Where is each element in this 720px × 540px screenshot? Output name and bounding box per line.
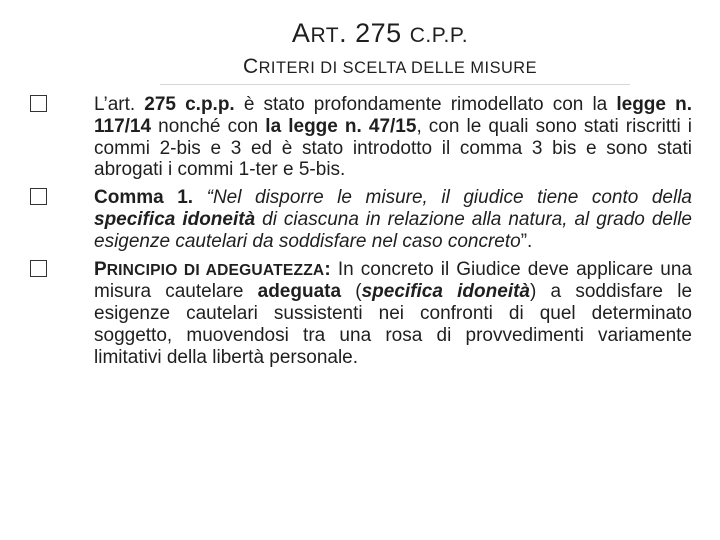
bullet-text-run: è stato profondamente rimodellato con la: [234, 94, 617, 115]
bullet-text-run: specifica idoneità: [94, 208, 256, 230]
bullet-text-run: Comma 1.: [94, 187, 194, 209]
bullet-text-run: adeguata: [257, 281, 342, 303]
title-part: RT: [310, 24, 340, 47]
bullet-paragraph: [30, 187, 692, 252]
title-part: C.P.P.: [409, 24, 469, 47]
title-part: A: [291, 18, 311, 48]
square-bullet-icon: [30, 188, 47, 205]
slide-title-line1: [0, 16, 720, 53]
title-divider: [160, 84, 630, 85]
square-bullet-icon: [30, 95, 47, 112]
bullet-paragraph: [30, 94, 692, 181]
title-part: RITERI DI SCELTA DELLE MISURE: [258, 59, 538, 77]
title-part: C: [242, 55, 259, 78]
slide-body: [30, 94, 692, 375]
bullet-text-run: RINCIPIO DI ADEGUATEZZA: [106, 261, 325, 279]
square-bullet-icon: [30, 260, 47, 277]
bullet-text-run: :: [324, 258, 338, 280]
bullet-text-run: In concreto il Giudice deve applicare una misura cautelare: [94, 258, 693, 303]
bullet-text-run: ) a soddisfare le esigenze cautelari sussistenti nei confronti di quel determinato soggetto, muovendosi tra una rosa di provvedimenti variamente limitativi della libertà personale.: [94, 281, 693, 368]
bullet-text-run: legge n. 117/14: [94, 94, 692, 137]
bullet-text-run: nonché con: [151, 115, 266, 137]
bullet-text-run: (: [341, 281, 362, 303]
bullet-text-run: specifica idoneità: [361, 281, 530, 303]
bullet-text-run: L’art.: [94, 94, 145, 115]
bullet-text-run: P: [94, 258, 107, 280]
slide-title-line2: [0, 52, 720, 83]
bullet-text-run: 275 c.p.p.: [144, 94, 235, 115]
bullet-text-run: , con le quali sono stati riscritti i commi 2-bis e 3 ed è stato introdotto il comma 3 bis e sono stati abrogati i commi 1-ter e 5-bis.: [94, 115, 692, 181]
bullet-text-run: ”.: [520, 230, 533, 252]
bullet-text-run: la legge n. 47/15: [265, 115, 417, 137]
bullet-paragraph: [30, 259, 692, 369]
bullet-text-run: “Nel disporre le misure, il giudice tiene conto della: [193, 187, 692, 209]
title-part: . 275: [339, 18, 410, 48]
bullet-text-run: di ciascuna in relazione alla natura, al grado delle esigenze cautelari da soddisfare nel caso concreto: [94, 208, 692, 252]
